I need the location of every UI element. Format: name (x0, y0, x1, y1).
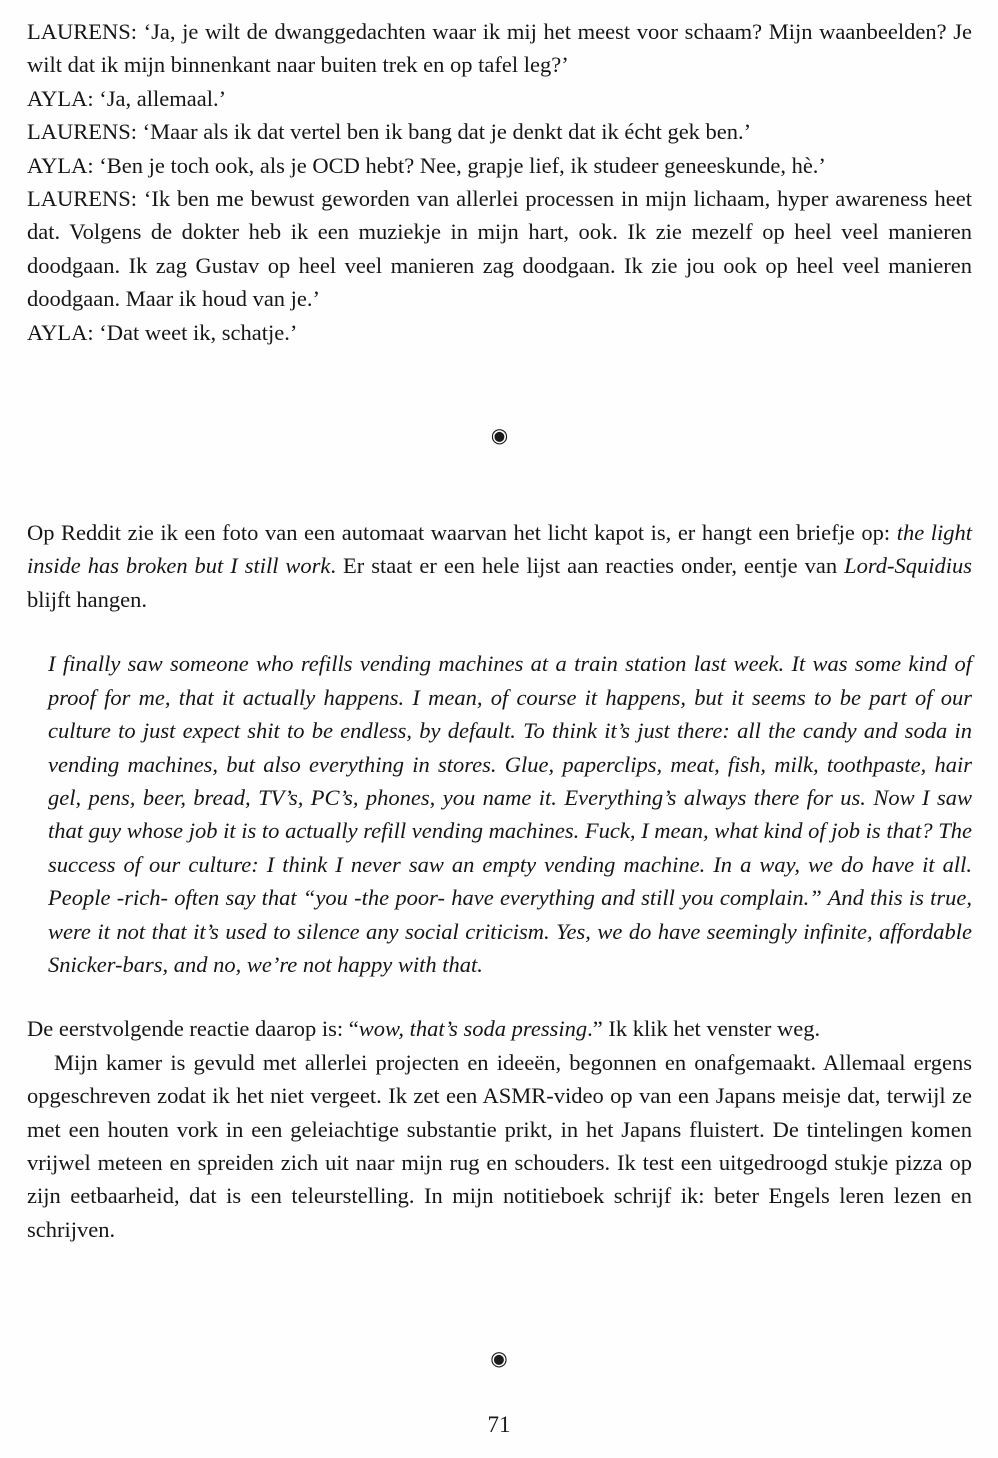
room-paragraph: Mijn kamer is gevuld met allerlei projecten en ideeën, begonnen en onafgemaakt. Allemaal ergens opgeschreven zodat ik het niet vergeet. Ik zet een ASMR-video op van een Japans meisje dat, terwijl ze met een houten vork in een geleiachtige substantie prikt, in het Japans fluistert. De tintelingen komen vrijwel meteen en spreiden zich uit naar mijn rug en schouders. Ik test een uitgedroogd stukje pizza op zijn eetbaarheid, dat is een teleurstelling. In mijn notitieboek schrijf ik: beter Engels leren lezen en schrijven. (27, 1049, 972, 1242)
dialogue-line: LAURENS: ‘Ik ben me bewust geworden van allerlei processen in mijn lichaam, hyper awareness heet dat. Volgens de dokter heb ik een muziekje in mijn hart, ook. Ik zie mezelf op heel veel manieren doodgaan. Ik zag Gustav op heel veel manieren zag doodgaan. Ik zie jou ook op heel veel manieren doodgaan. Maar ik houd van je.’ (27, 186, 972, 312)
reddit-comment-blockquote: I finally saw someone who refills vending machines at a train station last week. It was some kind of proof for me, that it actually happens. I mean, of course it happens, but it seems to be part of our culture to just expect shit to be endless, by default. To think it’s just there: all the candy and soda in vending machines, but also everything in stores. Glue, paperclips, meat, fish, milk, toothpaste, hair gel, pens, beer, bread, TV’s, PC’s, phones, you name it. Everything’s always there for us. Now I saw that guy whose job it is to actually refill vending machines. Fuck, I mean, what kind of job is that? The success of our culture: I think I never saw an empty vending machine. In a way, we do have it all. People -rich- often say that “you -the poor- have everything and still you complain.” And this is true, were it not that it’s used to silence any social criticism. Yes, we do have seemingly infinite, affordable Snicker-bars, and no, we’re not happy with that. (48, 651, 972, 977)
reddit-intro-paragraph (27, 516, 972, 616)
reaction-paragraph (27, 1012, 972, 1045)
dialogue-line: AYLA: ‘Ja, allemaal.’ (27, 85, 227, 111)
section-separator-icon (0, 1342, 998, 1375)
reply-quote-italic: wow, that’s soda pressing (358, 1016, 588, 1042)
paragraph-text: Op Reddit zie ik een foto van een automaat waarvan het licht kapot is, er hangt een briefje op: (27, 520, 897, 546)
username-italic: Lord-Squidius (844, 553, 972, 579)
paragraph-text: .” Ik klik het venster weg. (587, 1016, 821, 1042)
note-quote-italic: the light inside has broken but I still work (27, 520, 972, 579)
paragraph-text: . Er staat er een hele lijst aan reacties onder, eentje van (330, 553, 845, 579)
fisheye-icon: ◉ (490, 1346, 508, 1370)
dialogue-line: LAURENS: ‘Ja, je wilt de dwanggedachten waar ik mij het meest voor schaam? Mijn waanbeelden? Je wilt dat ik mijn binnenkant naar buiten trek en op tafel leg?’ (27, 19, 972, 78)
section-separator-icon (27, 419, 972, 452)
dialogue-block (27, 15, 972, 349)
paragraph-text: De eerstvolgende reactie daarop is: “ (27, 1016, 359, 1042)
dialogue-line: LAURENS: ‘Maar als ik dat vertel ben ik bang dat je denkt dat ik écht gek ben.’ (27, 119, 752, 145)
fisheye-icon: ◉ (490, 423, 509, 448)
dialogue-line: AYLA: ‘Ben je toch ook, als je OCD hebt? Nee, grapje lief, ik studeer geneeskunde, hè.’ (27, 152, 826, 178)
page-number: 71 (487, 1412, 511, 1437)
paragraph-text: blijft hangen. (27, 586, 147, 612)
dialogue-line: AYLA: ‘Dat weet ik, schatje.’ (27, 319, 298, 345)
